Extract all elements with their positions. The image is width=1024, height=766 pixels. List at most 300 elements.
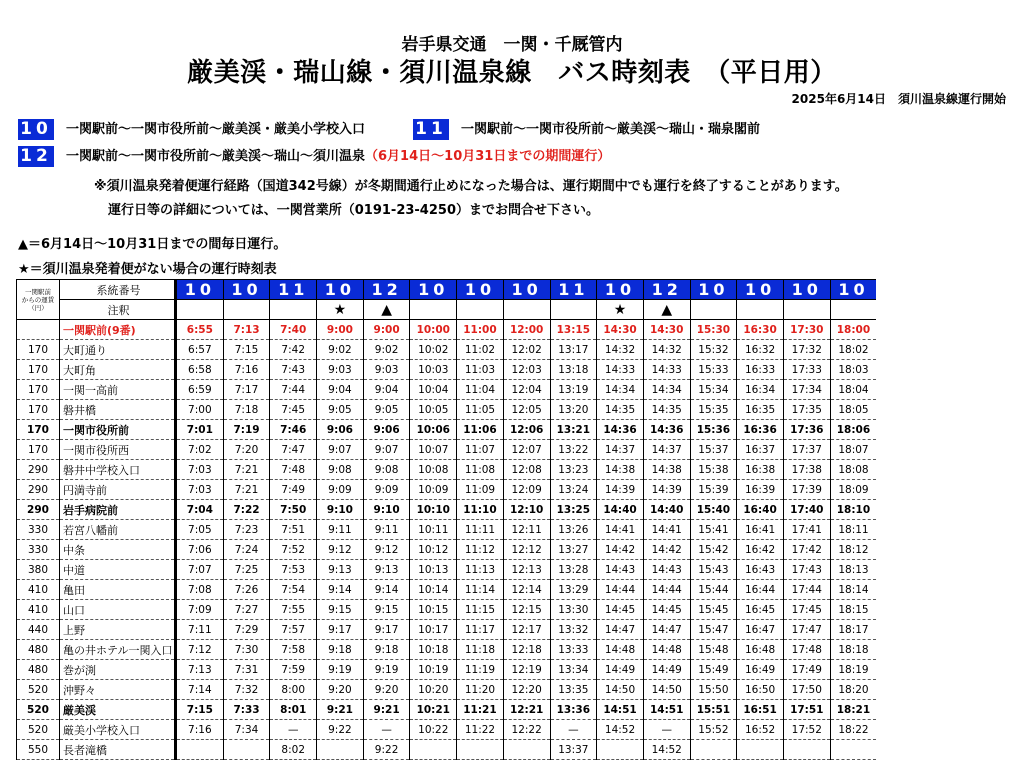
time-cell: 7:08: [176, 580, 224, 600]
time-cell: 7:22: [223, 500, 270, 520]
time-cell: 9:03: [363, 360, 410, 380]
time-cell: 7:24: [223, 540, 270, 560]
time-cell: 12:03: [503, 360, 550, 380]
stop-name-cell: 長者滝橋: [60, 740, 176, 760]
time-cell: 14:32: [597, 340, 644, 360]
time-cell: 11:09: [457, 480, 504, 500]
time-cell: 9:08: [363, 460, 410, 480]
time-cell: 6:58: [176, 360, 224, 380]
time-cell: 9:18: [317, 640, 364, 660]
time-cell: [783, 740, 830, 760]
time-cell: 7:02: [176, 440, 224, 460]
time-cell: 16:42: [737, 540, 784, 560]
fare-header-line: （円）: [28, 303, 48, 312]
system-number-cell: 12: [363, 280, 410, 300]
time-cell: 11:02: [457, 340, 504, 360]
time-cell: 7:09: [176, 600, 224, 620]
fare-cell: 520: [17, 720, 60, 740]
time-cell: 12:11: [503, 520, 550, 540]
time-cell: 7:53: [270, 560, 317, 580]
time-cell: 15:47: [690, 620, 737, 640]
time-cell: 10:21: [410, 700, 457, 720]
time-cell: 13:19: [550, 380, 597, 400]
fare-cell: 170: [17, 360, 60, 380]
stop-row: [17, 740, 877, 760]
time-cell: 18:18: [830, 640, 876, 660]
time-cell: 15:52: [690, 720, 737, 740]
time-cell: 6:57: [176, 340, 224, 360]
stop-name-cell: 巻が渕: [60, 660, 176, 680]
time-cell: 9:15: [363, 600, 410, 620]
time-cell: —: [643, 720, 690, 740]
time-cell: 7:31: [223, 660, 270, 680]
system-number-cell: 10: [457, 280, 504, 300]
time-cell: 7:19: [223, 420, 270, 440]
time-cell: 13:29: [550, 580, 597, 600]
time-cell: [737, 740, 784, 760]
time-cell: 16:40: [737, 500, 784, 520]
fare-header: [17, 280, 60, 320]
stop-name-cell: 厳美渓: [60, 700, 176, 720]
fare-cell: 410: [17, 580, 60, 600]
time-cell: 15:41: [690, 520, 737, 540]
time-cell: 11:17: [457, 620, 504, 640]
stop-row: [17, 440, 877, 460]
time-cell: 16:50: [737, 680, 784, 700]
time-cell: 14:36: [597, 420, 644, 440]
time-cell: 18:15: [830, 600, 876, 620]
time-cell: 13:35: [550, 680, 597, 700]
time-cell: 9:22: [317, 720, 364, 740]
time-cell: 15:50: [690, 680, 737, 700]
system-number-cell: 10: [410, 280, 457, 300]
fare-cell: 550: [17, 740, 60, 760]
route-period-note: （6月14日～10月31日までの期間運行）: [365, 149, 611, 164]
stop-name-cell: 中条: [60, 540, 176, 560]
time-cell: 7:59: [270, 660, 317, 680]
time-cell: 9:17: [363, 620, 410, 640]
time-cell: 16:44: [737, 580, 784, 600]
time-cell: 7:50: [270, 500, 317, 520]
time-cell: 15:45: [690, 600, 737, 620]
time-cell: 7:15: [223, 340, 270, 360]
time-cell: [410, 740, 457, 760]
time-cell: 15:44: [690, 580, 737, 600]
time-cell: 7:51: [270, 520, 317, 540]
time-cell: 7:25: [223, 560, 270, 580]
fare-cell: 170: [17, 400, 60, 420]
time-cell: 11:05: [457, 400, 504, 420]
time-cell: 12:22: [503, 720, 550, 740]
time-cell: 11:18: [457, 640, 504, 660]
stop-row: [17, 660, 877, 680]
time-cell: 18:19: [830, 660, 876, 680]
time-cell: 17:36: [783, 420, 830, 440]
time-cell: 16:51: [737, 700, 784, 720]
time-cell: 15:39: [690, 480, 737, 500]
time-cell: 9:12: [363, 540, 410, 560]
stop-row: [17, 520, 877, 540]
time-cell: 7:54: [270, 580, 317, 600]
time-cell: 17:52: [783, 720, 830, 740]
time-cell: 10:10: [410, 500, 457, 520]
note-mark-cell: ▲: [643, 300, 690, 320]
route-12: [18, 145, 610, 167]
note-mark-cell: [176, 300, 224, 320]
time-cell: 13:37: [550, 740, 597, 760]
time-cell: 15:49: [690, 660, 737, 680]
system-number-cell: 10: [783, 280, 830, 300]
time-cell: 10:09: [410, 480, 457, 500]
winter-closure-note: ※須川温泉発着便運行経路（国道342号線）が冬期間通行止めになった場合は、運行期間中でも運行を終了することがあります。: [94, 179, 848, 194]
time-cell: 16:37: [737, 440, 784, 460]
fare-cell: 480: [17, 660, 60, 680]
time-cell: 14:30: [643, 320, 690, 340]
stop-row: [17, 560, 877, 580]
time-cell: 7:11: [176, 620, 224, 640]
time-cell: 9:04: [363, 380, 410, 400]
time-cell: 14:34: [643, 380, 690, 400]
fare-cell: 520: [17, 680, 60, 700]
timetable: [16, 279, 876, 760]
fare-cell: 520: [17, 700, 60, 720]
note-mark-cell: ▲: [363, 300, 410, 320]
time-cell: 10:20: [410, 680, 457, 700]
time-cell: [176, 740, 224, 760]
stop-name-cell: 亀田: [60, 580, 176, 600]
stop-name-cell: 岩手病院前: [60, 500, 176, 520]
time-cell: —: [550, 720, 597, 740]
stop-row: [17, 480, 877, 500]
time-cell: 14:33: [597, 360, 644, 380]
time-cell: 7:00: [176, 400, 224, 420]
time-cell: 7:57: [270, 620, 317, 640]
time-cell: 15:48: [690, 640, 737, 660]
time-cell: 14:40: [597, 500, 644, 520]
time-cell: 14:41: [643, 520, 690, 540]
time-cell: 17:43: [783, 560, 830, 580]
note-mark-cell: [410, 300, 457, 320]
system-number-cell: 10: [737, 280, 784, 300]
time-cell: 17:42: [783, 540, 830, 560]
time-cell: 7:20: [223, 440, 270, 460]
note-mark-cell: [690, 300, 737, 320]
time-cell: 14:49: [597, 660, 644, 680]
time-cell: 14:51: [643, 700, 690, 720]
note-row: [17, 300, 877, 320]
fare-cell: 290: [17, 460, 60, 480]
time-cell: 9:14: [363, 580, 410, 600]
time-cell: 14:47: [597, 620, 644, 640]
time-cell: 15:43: [690, 560, 737, 580]
time-cell: 18:20: [830, 680, 876, 700]
fare-cell: 330: [17, 540, 60, 560]
time-cell: 9:06: [363, 420, 410, 440]
time-cell: 12:02: [503, 340, 550, 360]
date-note: 2025年6月14日 須川温泉線運行開始: [791, 92, 1006, 106]
time-cell: 16:47: [737, 620, 784, 640]
time-cell: 9:18: [363, 640, 410, 660]
time-cell: 16:33: [737, 360, 784, 380]
time-cell: 17:34: [783, 380, 830, 400]
note-mark-cell: ★: [317, 300, 364, 320]
time-cell: 9:12: [317, 540, 364, 560]
time-cell: 14:47: [643, 620, 690, 640]
stop-name-cell: 一関一高前: [60, 380, 176, 400]
time-cell: 9:21: [363, 700, 410, 720]
time-cell: 14:52: [597, 720, 644, 740]
stop-name-cell: 中道: [60, 560, 176, 580]
time-cell: —: [270, 720, 317, 740]
time-cell: 18:13: [830, 560, 876, 580]
time-cell: 7:16: [223, 360, 270, 380]
route-description: 一関駅前～一関市役所前～厳美渓～瑞山～須川温泉: [66, 149, 366, 164]
time-cell: 17:50: [783, 680, 830, 700]
time-cell: 9:11: [317, 520, 364, 540]
time-cell: 13:21: [550, 420, 597, 440]
fare-cell: 440: [17, 620, 60, 640]
time-cell: 17:40: [783, 500, 830, 520]
fare-cell: 170: [17, 440, 60, 460]
time-cell: 14:40: [643, 500, 690, 520]
time-cell: 13:20: [550, 400, 597, 420]
system-number-cell: 10: [830, 280, 876, 300]
time-cell: 9:05: [317, 400, 364, 420]
time-cell: 7:04: [176, 500, 224, 520]
route-10: [18, 118, 365, 140]
time-cell: 10:18: [410, 640, 457, 660]
time-cell: 18:08: [830, 460, 876, 480]
time-cell: —: [363, 720, 410, 740]
time-cell: 9:19: [317, 660, 364, 680]
system-number-cell: 10: [690, 280, 737, 300]
time-cell: 9:00: [317, 320, 364, 340]
time-cell: 16:38: [737, 460, 784, 480]
time-cell: 7:29: [223, 620, 270, 640]
time-cell: 18:05: [830, 400, 876, 420]
time-cell: 7:13: [176, 660, 224, 680]
time-cell: [457, 740, 504, 760]
time-cell: 7:49: [270, 480, 317, 500]
time-cell: 12:13: [503, 560, 550, 580]
time-cell: 7:26: [223, 580, 270, 600]
time-cell: 7:12: [176, 640, 224, 660]
time-cell: 11:13: [457, 560, 504, 580]
time-cell: 7:21: [223, 480, 270, 500]
time-cell: 7:58: [270, 640, 317, 660]
time-cell: 18:09: [830, 480, 876, 500]
stop-row: [17, 540, 877, 560]
time-cell: 18:02: [830, 340, 876, 360]
time-cell: 10:19: [410, 660, 457, 680]
time-cell: [690, 740, 737, 760]
legend-star: ★＝須川温泉発着便がない場合の運行時刻表: [18, 262, 277, 277]
time-cell: 12:07: [503, 440, 550, 460]
time-cell: 11:12: [457, 540, 504, 560]
time-cell: 18:00: [830, 320, 876, 340]
time-cell: 18:22: [830, 720, 876, 740]
stop-name-cell: 亀の井ホテル一関入口: [60, 640, 176, 660]
company-title: 岩手県交通 一関・千厩管内: [401, 35, 623, 55]
time-cell: 12:12: [503, 540, 550, 560]
time-cell: 14:44: [643, 580, 690, 600]
time-cell: 11:07: [457, 440, 504, 460]
time-cell: 10:17: [410, 620, 457, 640]
time-cell: 14:48: [643, 640, 690, 660]
stop-row: [17, 500, 877, 520]
time-cell: 9:00: [363, 320, 410, 340]
time-cell: 7:32: [223, 680, 270, 700]
time-cell: 15:34: [690, 380, 737, 400]
stop-row: [17, 720, 877, 740]
time-cell: 13:32: [550, 620, 597, 640]
time-cell: 14:39: [597, 480, 644, 500]
time-cell: 7:46: [270, 420, 317, 440]
time-cell: 15:33: [690, 360, 737, 380]
time-cell: 10:06: [410, 420, 457, 440]
time-cell: 11:11: [457, 520, 504, 540]
time-cell: 7:30: [223, 640, 270, 660]
fare-cell: 480: [17, 640, 60, 660]
route-description: 一関駅前～一関市役所前～厳美渓～瑞山・瑞泉閣前: [461, 122, 761, 137]
time-cell: 18:11: [830, 520, 876, 540]
stop-name-cell: 大町通り: [60, 340, 176, 360]
contact-note: 運行日等の詳細については、一関営業所（0191-23-4250）までお問合せ下さい。: [108, 203, 599, 218]
fare-cell: [17, 320, 60, 340]
time-cell: 15:40: [690, 500, 737, 520]
stop-name-cell: 沖野々: [60, 680, 176, 700]
time-cell: 17:37: [783, 440, 830, 460]
time-cell: 7:47: [270, 440, 317, 460]
time-cell: 9:06: [317, 420, 364, 440]
time-cell: 7:43: [270, 360, 317, 380]
time-cell: 7:52: [270, 540, 317, 560]
time-cell: 10:11: [410, 520, 457, 540]
route-number-badge: 12: [18, 146, 54, 167]
time-cell: 11:03: [457, 360, 504, 380]
time-cell: 7:15: [176, 700, 224, 720]
time-cell: 12:06: [503, 420, 550, 440]
time-cell: 9:13: [317, 560, 364, 580]
time-cell: 9:07: [317, 440, 364, 460]
time-cell: 16:48: [737, 640, 784, 660]
time-cell: 7:07: [176, 560, 224, 580]
time-cell: 7:34: [223, 720, 270, 740]
time-cell: 11:04: [457, 380, 504, 400]
time-cell: 17:30: [783, 320, 830, 340]
fare-cell: 290: [17, 500, 60, 520]
stop-row: [17, 380, 877, 400]
time-cell: 9:15: [317, 600, 364, 620]
time-cell: 14:42: [643, 540, 690, 560]
note-mark-cell: [457, 300, 504, 320]
stop-name-cell: 一関市役所西: [60, 440, 176, 460]
time-cell: 16:52: [737, 720, 784, 740]
time-cell: 18:17: [830, 620, 876, 640]
time-cell: 18:14: [830, 580, 876, 600]
time-cell: [223, 740, 270, 760]
time-cell: 9:02: [363, 340, 410, 360]
time-cell: 13:15: [550, 320, 597, 340]
fare-header-line: からの運賃: [21, 295, 55, 304]
system-number-label: 系統番号: [60, 280, 176, 300]
time-cell: 17:33: [783, 360, 830, 380]
time-cell: 7:23: [223, 520, 270, 540]
time-cell: 17:39: [783, 480, 830, 500]
stop-name-cell: 一関駅前(9番): [60, 320, 176, 340]
time-cell: 14:43: [597, 560, 644, 580]
time-cell: 9:04: [317, 380, 364, 400]
time-cell: [317, 740, 364, 760]
time-cell: 9:20: [317, 680, 364, 700]
fare-cell: 330: [17, 520, 60, 540]
time-cell: 13:22: [550, 440, 597, 460]
note-mark-cell: [550, 300, 597, 320]
time-cell: 14:45: [643, 600, 690, 620]
time-cell: 17:49: [783, 660, 830, 680]
time-cell: 11:20: [457, 680, 504, 700]
time-cell: 16:41: [737, 520, 784, 540]
time-cell: 7:33: [223, 700, 270, 720]
stop-name-cell: 若宮八幡前: [60, 520, 176, 540]
time-cell: 9:09: [317, 480, 364, 500]
system-number-cell: 10: [503, 280, 550, 300]
time-cell: 16:39: [737, 480, 784, 500]
time-cell: 6:59: [176, 380, 224, 400]
stop-name-cell: 厳美小学校入口: [60, 720, 176, 740]
time-cell: 14:37: [643, 440, 690, 460]
time-cell: 14:35: [643, 400, 690, 420]
time-cell: 8:01: [270, 700, 317, 720]
time-cell: 15:32: [690, 340, 737, 360]
time-cell: 10:22: [410, 720, 457, 740]
system-number-row: [17, 280, 877, 300]
fare-header-line: 一関駅前: [25, 287, 51, 296]
note-mark-cell: [270, 300, 317, 320]
time-cell: 7:44: [270, 380, 317, 400]
time-cell: 11:22: [457, 720, 504, 740]
stop-name-cell: 一関市役所前: [60, 420, 176, 440]
time-cell: 7:45: [270, 400, 317, 420]
time-cell: 9:09: [363, 480, 410, 500]
system-number-cell: 11: [550, 280, 597, 300]
time-cell: 8:00: [270, 680, 317, 700]
time-cell: 7:16: [176, 720, 224, 740]
time-cell: 13:26: [550, 520, 597, 540]
time-cell: 17:48: [783, 640, 830, 660]
legend-triangle: ▲＝6月14日～10月31日までの間毎日運行。: [18, 237, 287, 252]
note-mark-cell: [223, 300, 270, 320]
stop-name-cell: 磐井中学校入口: [60, 460, 176, 480]
time-cell: 12:17: [503, 620, 550, 640]
time-cell: 7:13: [223, 320, 270, 340]
time-cell: 12:21: [503, 700, 550, 720]
time-cell: 18:12: [830, 540, 876, 560]
time-cell: 7:17: [223, 380, 270, 400]
time-cell: 18:06: [830, 420, 876, 440]
time-cell: 9:03: [317, 360, 364, 380]
time-cell: 9:17: [317, 620, 364, 640]
note-mark-cell: ★: [597, 300, 644, 320]
time-cell: [503, 740, 550, 760]
time-cell: 16:32: [737, 340, 784, 360]
time-cell: 10:03: [410, 360, 457, 380]
stop-row: [17, 700, 877, 720]
time-cell: 11:06: [457, 420, 504, 440]
time-cell: 10:12: [410, 540, 457, 560]
time-cell: 14:38: [597, 460, 644, 480]
time-cell: 7:48: [270, 460, 317, 480]
